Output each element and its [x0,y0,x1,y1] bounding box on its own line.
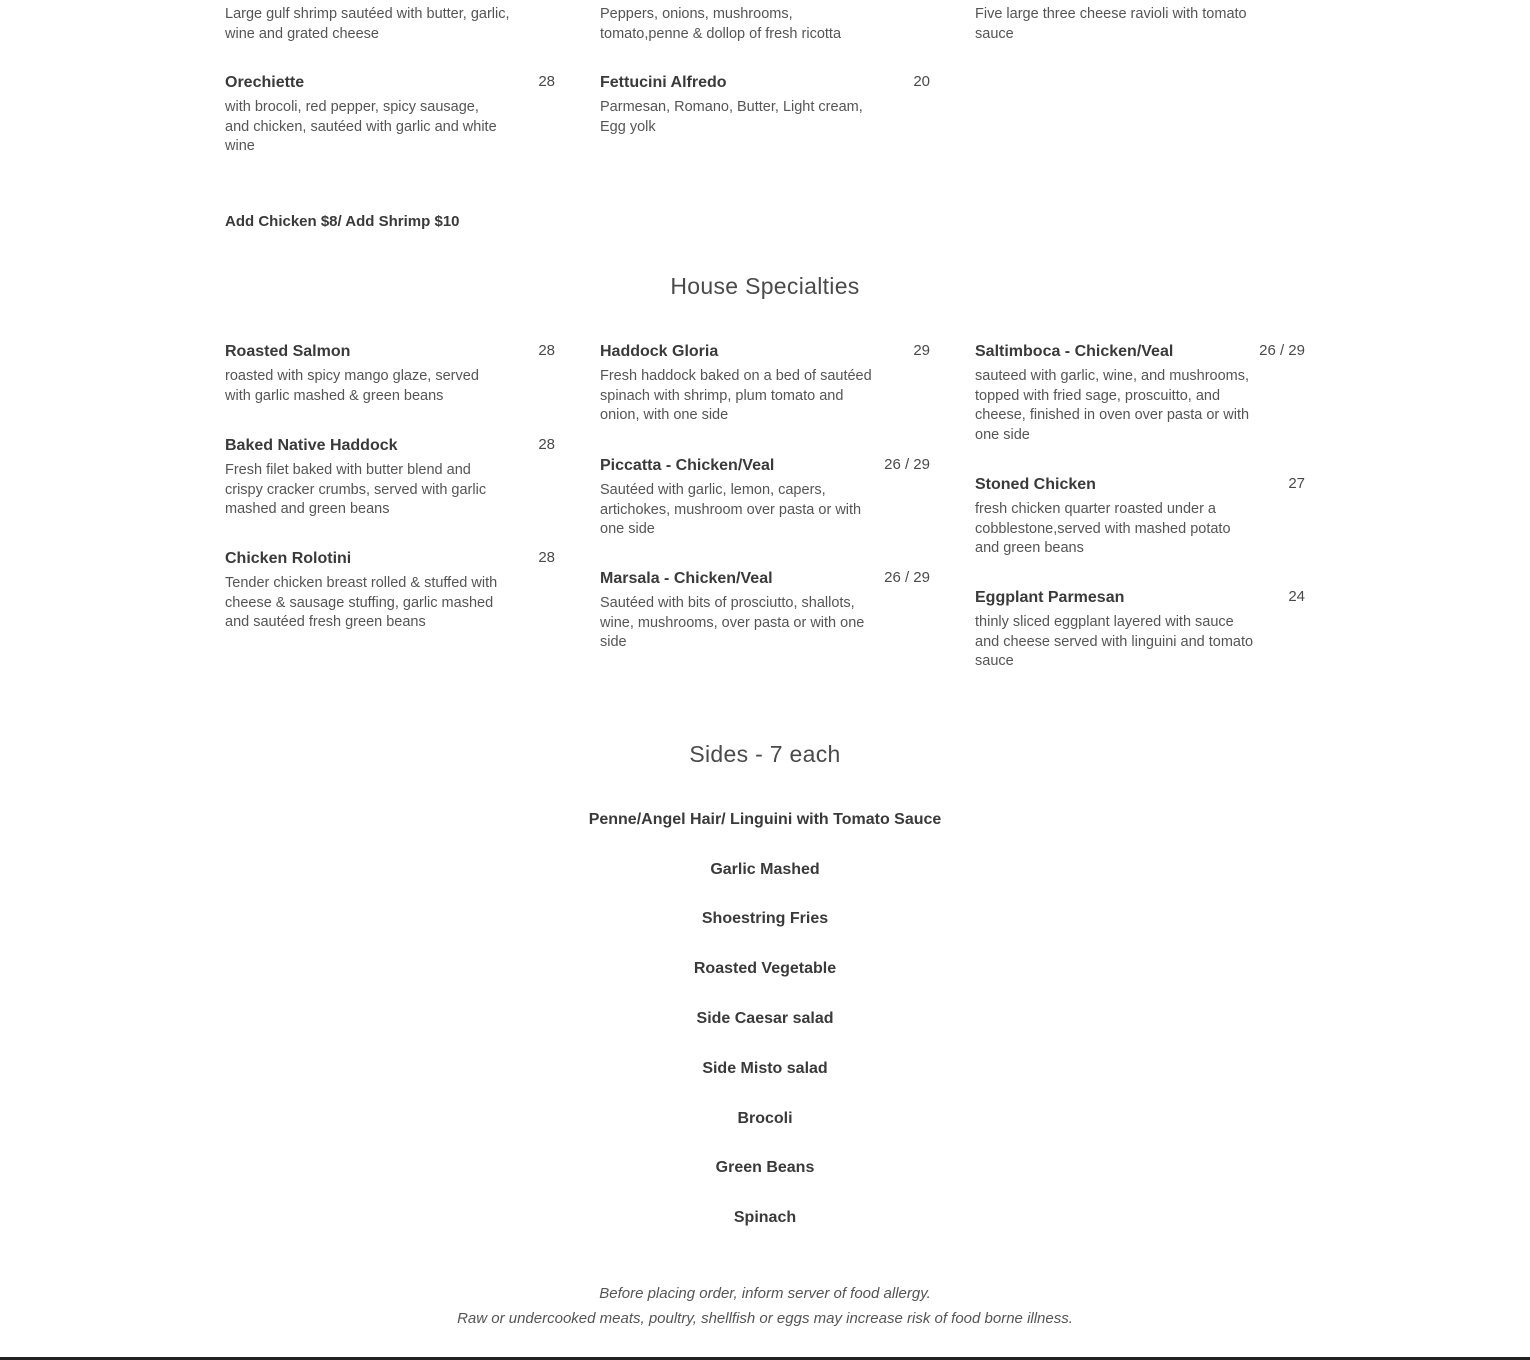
menu-item-name: Marsala - Chicken/Veal [600,570,773,587]
food-safety-notice: Raw or undercooked meats, poultry, shellfish or eggs may increase risk of food borne illness. [457,1310,1073,1327]
section-title-sides: Sides - 7 each [689,741,841,767]
menu-item-description: thinly sliced eggplant layered with sauce and cheese served with linguini and tomato sauce [975,614,1254,670]
side-item: Penne/Angel Hair/ Linguini with Tomato Sauce [588,811,942,828]
section-title-house-specialties: House Specialties [670,273,860,299]
menu-item-name: Stoned Chicken [975,476,1096,493]
menu-item-description: Fresh filet baked with butter blend and crispy cracker crumbs, served with garlic mashed and green beans [225,462,487,518]
menu-item-description: sauteed with garlic, wine, and mushrooms, topped with fried sage, proscuitto, and cheese, finished in oven over pasta or with one side [975,368,1250,443]
menu-item-description: Parmesan, Romano, Butter, Light cream, Egg yolk [600,99,863,135]
menu-item-name: Saltimboca - Chicken/Veal [975,343,1174,360]
side-item: Shoestring Fries [701,910,829,927]
allergy-notice: Before placing order, inform server of food allergy. [599,1285,931,1302]
menu-item-name: Chicken Rolotini [225,550,352,567]
side-item: Spinach [733,1209,797,1226]
menu-item-price: 29 [913,342,930,359]
menu-item-price: 28 [538,436,555,453]
menu-item-description: with brocoli, red pepper, spicy sausage, and chicken, sautéed with garlic and white wine [225,99,497,155]
menu-item-description: fresh chicken quarter roasted under a cobblestone,served with mashed potato and green beans [975,501,1231,557]
side-item: Green Beans [715,1159,815,1176]
side-item: Side Caesar salad [696,1010,834,1027]
menu-item-price: 26 / 29 [884,569,930,586]
menu-item-price: 28 [538,549,555,566]
add-protein-note: Add Chicken $8/ Add Shrimp $10 [225,213,460,230]
menu-item-description: Sautéed with bits of prosciutto, shallots, wine, mushrooms, over pasta or with one side [600,595,865,651]
side-item: Brocoli [737,1110,793,1127]
menu-item-description: Fresh haddock baked on a bed of sautéed spinach with shrimp, plum tomato and onion, with one side [600,368,872,424]
menu-item-name: Fettucini Alfredo [600,74,727,91]
menu-item-description: Large gulf shrimp sautéed with butter, garlic, wine and grated cheese [225,6,510,42]
menu-item-name: Haddock Gloria [600,343,719,360]
menu-item-price: 27 [1288,475,1305,492]
menu-item-description: roasted with spicy mango glaze, served with garlic mashed & green beans [225,368,479,404]
menu-item-name: Eggplant Parmesan [975,589,1125,606]
menu-item-description: Peppers, onions, mushrooms, tomato,penne & dollop of fresh ricotta [600,6,842,42]
menu-item-description: Sautéed with garlic, lemon, capers, artichokes, mushroom over pasta or with one side [600,482,862,538]
side-item: Roasted Vegetable [693,960,837,977]
menu-item-price: 24 [1288,588,1305,605]
menu-item-name: Baked Native Haddock [225,437,398,454]
menu-item-price: 26 / 29 [1259,342,1305,359]
menu-item-price: 20 [913,73,930,90]
menu-item-price: 28 [538,73,555,90]
menu-item-description: Tender chicken breast rolled & stuffed with cheese & sausage stuffing, garlic mashed and sautéed fresh green beans [225,575,498,631]
menu-item-price: 28 [538,342,555,359]
menu-item-name: Roasted Salmon [225,343,351,360]
side-item: Garlic Mashed [710,861,820,878]
menu-item-price: 26 / 29 [884,456,930,473]
menu-item-name: Orechiette [225,74,305,91]
side-item: Side Misto salad [702,1060,828,1077]
menu-item-name: Piccatta - Chicken/Veal [600,457,775,474]
menu-item-description: Five large three cheese ravioli with tomato sauce [975,6,1247,42]
